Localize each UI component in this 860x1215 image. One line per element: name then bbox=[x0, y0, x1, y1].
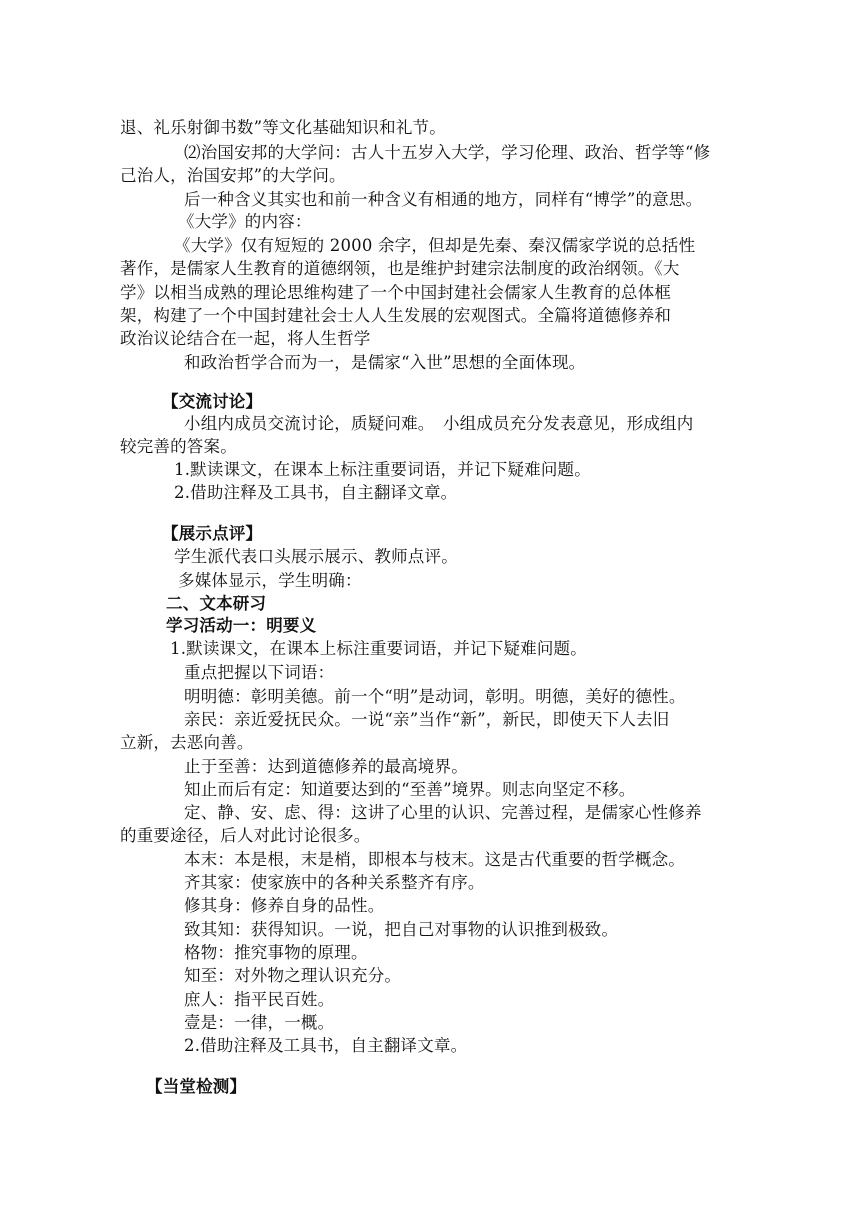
paragraph-line: 《大学》仅有短短的 2000 余字，但却是先秦、秦汉儒家学说的总括性 bbox=[174, 236, 696, 255]
definition-line: 明明德：彰明美德。前一个“明”是动词，彰明。明德，美好的德性。 bbox=[184, 687, 686, 706]
definition-line: 本末：本是根，末是梢，即根本与枝末。这是古代重要的哲学概念。 bbox=[184, 850, 685, 869]
paragraph-line: 后一种含义其实也和前一种含义有相通的地方，同样有“博学”的意思。 bbox=[184, 190, 703, 209]
paragraph-line: 重点把握以下词语： bbox=[184, 663, 335, 682]
paragraph-line: 学》以相当成熟的理论思维构建了一个中国封建社会儒家人生教育的总体框 bbox=[120, 283, 672, 302]
section-heading: 【交流讨论】 bbox=[162, 392, 263, 411]
definition-line: 壹是：一律，一概。 bbox=[184, 1013, 335, 1032]
paragraph-line: 较完善的答案。 bbox=[120, 437, 237, 456]
paragraph-line: 退、礼乐射御书数”等文化基础知识和礼节。 bbox=[120, 118, 446, 137]
section-heading: 【展示点评】 bbox=[162, 524, 263, 543]
paragraph-line: 小组内成员交流讨论，质疑问难。 小组成员充分发表意见，形成组内 bbox=[184, 414, 694, 433]
section-heading: 【当堂检测】 bbox=[146, 1077, 247, 1096]
definition-line: 庶人：指平民百姓。 bbox=[184, 990, 335, 1009]
definition-line: 知止而后有定：知道要达到的“至善”境界。则志向坚定不移。 bbox=[184, 780, 636, 799]
paragraph-line: 己治人，治国安邦”的大学问。 bbox=[120, 166, 346, 185]
definition-line: 修其身：修养自身的品性。 bbox=[184, 896, 385, 915]
paragraph-line: 著作，是儒家人生教育的道德纲领，也是维护封建宗法制度的政治纲领。《大 bbox=[120, 259, 680, 278]
paragraph-line: ⑵治国安邦的大学问：古人十五岁入大学，学习伦理、政治、哲学等“修 bbox=[184, 143, 711, 162]
definition-line: 止于至善：达到道德修养的最高境界。 bbox=[184, 757, 468, 776]
definition-line: 定、静、安、虑、得：这讲了心里的认识、完善过程，是儒家心性修养 bbox=[184, 803, 702, 822]
section-heading: 二、文本研习 bbox=[166, 594, 267, 613]
section-heading: 学习活动一：明要义 bbox=[166, 616, 317, 635]
list-item: 1.默读课文，在课本上标注重要词语，并记下疑难问题。 bbox=[170, 639, 587, 658]
definition-line: 齐其家：使家族中的各种关系整齐有序。 bbox=[184, 873, 485, 892]
paragraph-line: 和政治哲学合而为一，是儒家“入世”思想的全面体现。 bbox=[184, 353, 586, 372]
definition-line: 格物：推究事物的原理。 bbox=[184, 943, 368, 962]
list-item: 2.借助注释及工具书，自主翻译文章。 bbox=[184, 1036, 468, 1055]
definition-line: 亲民：亲近爱抚民众。一说“亲”当作“新”，新民，即使天下人去旧 bbox=[184, 710, 670, 729]
paragraph-line: 学生派代表口头展示展示、教师点评。 bbox=[174, 547, 458, 566]
definition-line: 立新，去恶向善。 bbox=[120, 733, 254, 752]
paragraph-line: 多媒体显示，学生明确： bbox=[178, 571, 362, 590]
definition-line: 知至：对外物之理认识充分。 bbox=[184, 966, 402, 985]
paragraph-line: 《大学》的内容： bbox=[178, 212, 312, 231]
list-item: 2.借助注释及工具书，自主翻译文章。 bbox=[174, 483, 458, 502]
definition-line: 致其知：获得知识。一说，把自己对事物的认识推到极致。 bbox=[184, 920, 619, 939]
definition-line: 的重要途径，后人对此讨论很多。 bbox=[120, 826, 371, 845]
paragraph-line: 政治议论结合在一起，将人生哲学 bbox=[120, 329, 371, 348]
paragraph-line: 架，构建了一个中国封建社会士人人生发展的宏观图式。全篇将道德修养和 bbox=[120, 306, 672, 325]
list-item: 1.默读课文，在课本上标注重要词语，并记下疑难问题。 bbox=[174, 460, 591, 479]
